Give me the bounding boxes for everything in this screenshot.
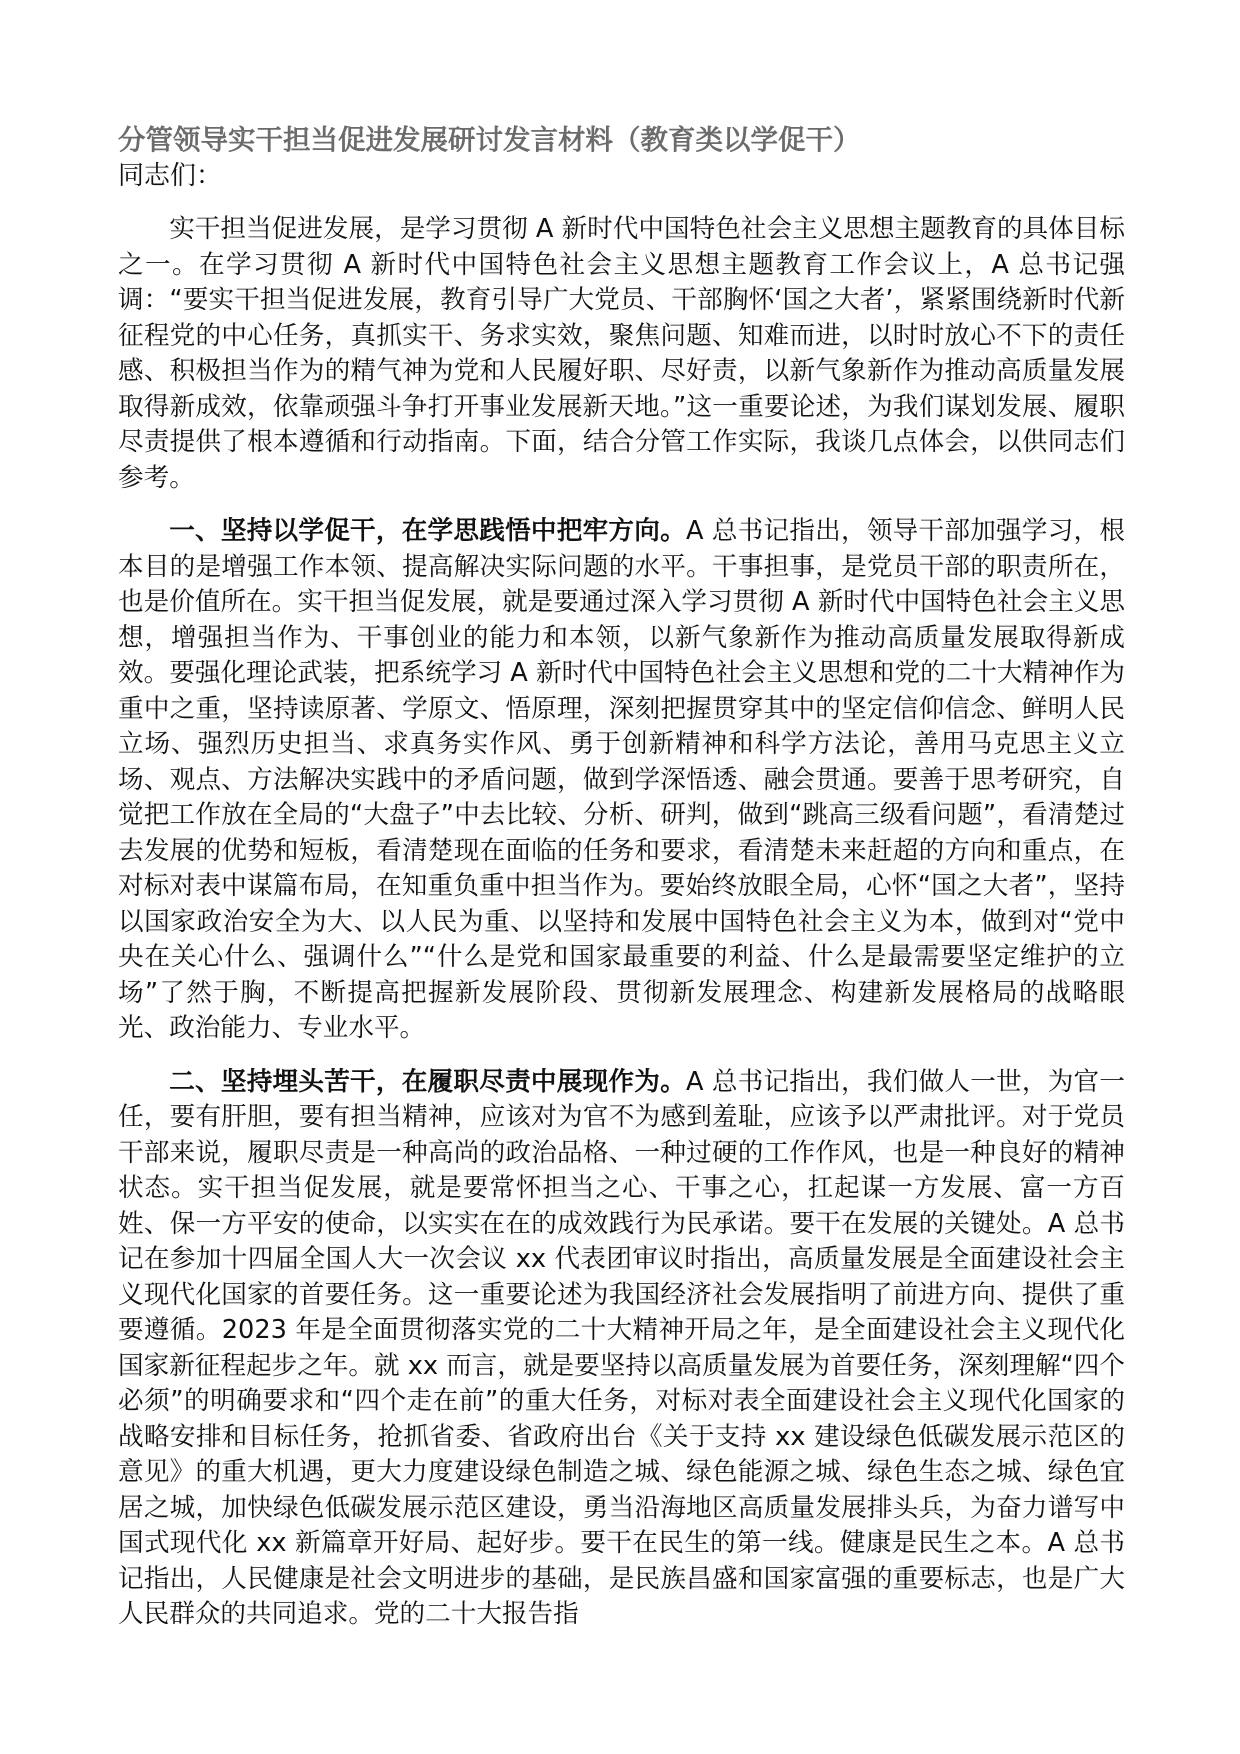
paragraph-intro xyxy=(118,212,1125,496)
greeting: 同志们： xyxy=(118,161,223,191)
document-title: 分管领导实干担当促进发展研讨发言材料（教育类以学促干） xyxy=(118,124,861,156)
paragraph-body: 实干担当促进发展，是学习贯彻 A 新时代中国特色社会主义思想主题教育的具体目标之一。在学习贯彻 A 新时代中国特色社会主义思想主题教育工作会议上，A 总书记强调：“要实干担当促进发展，教育引导广大党员、干部胸怀‘国之大者’，紧紧围绕新时代新征程党的中心任务，真抓实干、务求实效，聚焦问题、知难而进，以时时放心不下的责任感、积极担当作为的精气神为党和人民履好职、尽好责，以新气象新作为推动高质量发展取得新成效，依靠顽强斗争打开事业发展新天地。”这一重要论述，为我们谋划发展、履职尽责提供了根本遵循和行动指南。下面，结合分管工作实际，我谈几点体会，以供同志们参考。 xyxy=(118,214,1125,493)
section-heading: 二、坚持埋头苦干，在履职尽责中展现作为。 xyxy=(169,1066,686,1097)
section-heading: 一、坚持以学促干，在学思践悟中把牢方向。 xyxy=(169,516,686,546)
paragraph-section-1 xyxy=(118,514,1125,1047)
paragraph-body: A 总书记指出，我们做人一世，为官一任，要有肝胆，要有担当精神，应该对为官不为感到羞耻，应该予以严肃批评。对于党员干部来说，履职尽责是一种高尚的政治品格、一种过硬的工作作风，也是一种良好的精神状态。实干担当促发展，就是要常怀担当之心、干事之心，扛起谋一方发展、富一方百姓、保一方平安的使命，以实实在在的成效践行为民承诺。要干在发展的关键处。A 总书记在参加十四届全国人大一次会议 xx 代表团审议时指出，高质量发展是全面建设社会主义现代化国家的首要任务。这一重要论述为我国经济社会发展指明了前进方向、提供了重要遵循。2023 年是全面贯彻落实党的二十大精神开局之年，是全面建设社会主义现代化国家新征程起步之年。就 xx 而言，就是要坚持以高质量发展为首要任务，深刻理解“四个必须”的明确要求和“四个走在前”的重大任务，对标对表全面建设社会主义现代化国家的战略安排和目标任务，抢抓省委、省政府出台《关于支持 xx 建设绿色低碳发展示范区的意见》的重大机遇，更大力度建设绿色制造之城、绿色能源之城、绿色生态之城、绿色宜居之城，加快绿色低碳发展示范区建设，勇当沿海地区高质量发展排头兵，为奋力谱写中国式现代化 xx 新篇章开好局、起好步。要干在民生的第一线。健康是民生之本。A 总书记指出，人民健康是社会文明进步的基础，是民族昌盛和国家富强的重要标志，也是广大人民群众的共同追求。党的二十大报告指 xyxy=(118,1066,1125,1629)
paragraph-body: A 总书记指出，领导干部加强学习，根本目的是增强工作本领、提高解决实际问题的水平。干事担事，是党员干部的职责所在，也是价值所在。实干担当促发展，就是要通过深入学习贯彻 A 新时代中国特色社会主义思想，增强担当作为、干事创业的能力和本领，以新气象新作为推动高质量发展取得新成效。要强化理论武装，把系统学习 A 新时代中国特色社会主义思想和党的二十大精神作为重中之重，坚持读原著、学原文、悟原理，深刻把握贯穿其中的坚定信仰信念、鲜明人民立场、强烈历史担当、求真务实作风、勇于创新精神和科学方法论，善用马克思主义立场、观点、方法解决实践中的矛盾问题，做到学深悟透、融会贯通。要善于思考研究，自觉把工作放在全局的“大盘子”中去比较、分析、研判，做到“跳高三级看问题”，看清楚过去发展的优势和短板，看清楚现在面临的任务和要求，看清楚未来赶超的方向和重点，在对标对表中谋篇布局，在知重负重中担当作为。要始终放眼全局，心怀“国之大者”，坚持以国家政治安全为大、以人民为重、以坚持和发展中国特色社会主义为本，做到对“党中央在关心什么、强调什么”“什么是党和国家最重要的利益、什么是最需要坚定维护的立场”了然于胸，不断提高把握新发展阶段、贯彻新发展理念、构建新发展格局的战略眼光、政治能力、专业水平。 xyxy=(118,516,1125,1043)
paragraph-section-2 xyxy=(118,1065,1125,1633)
